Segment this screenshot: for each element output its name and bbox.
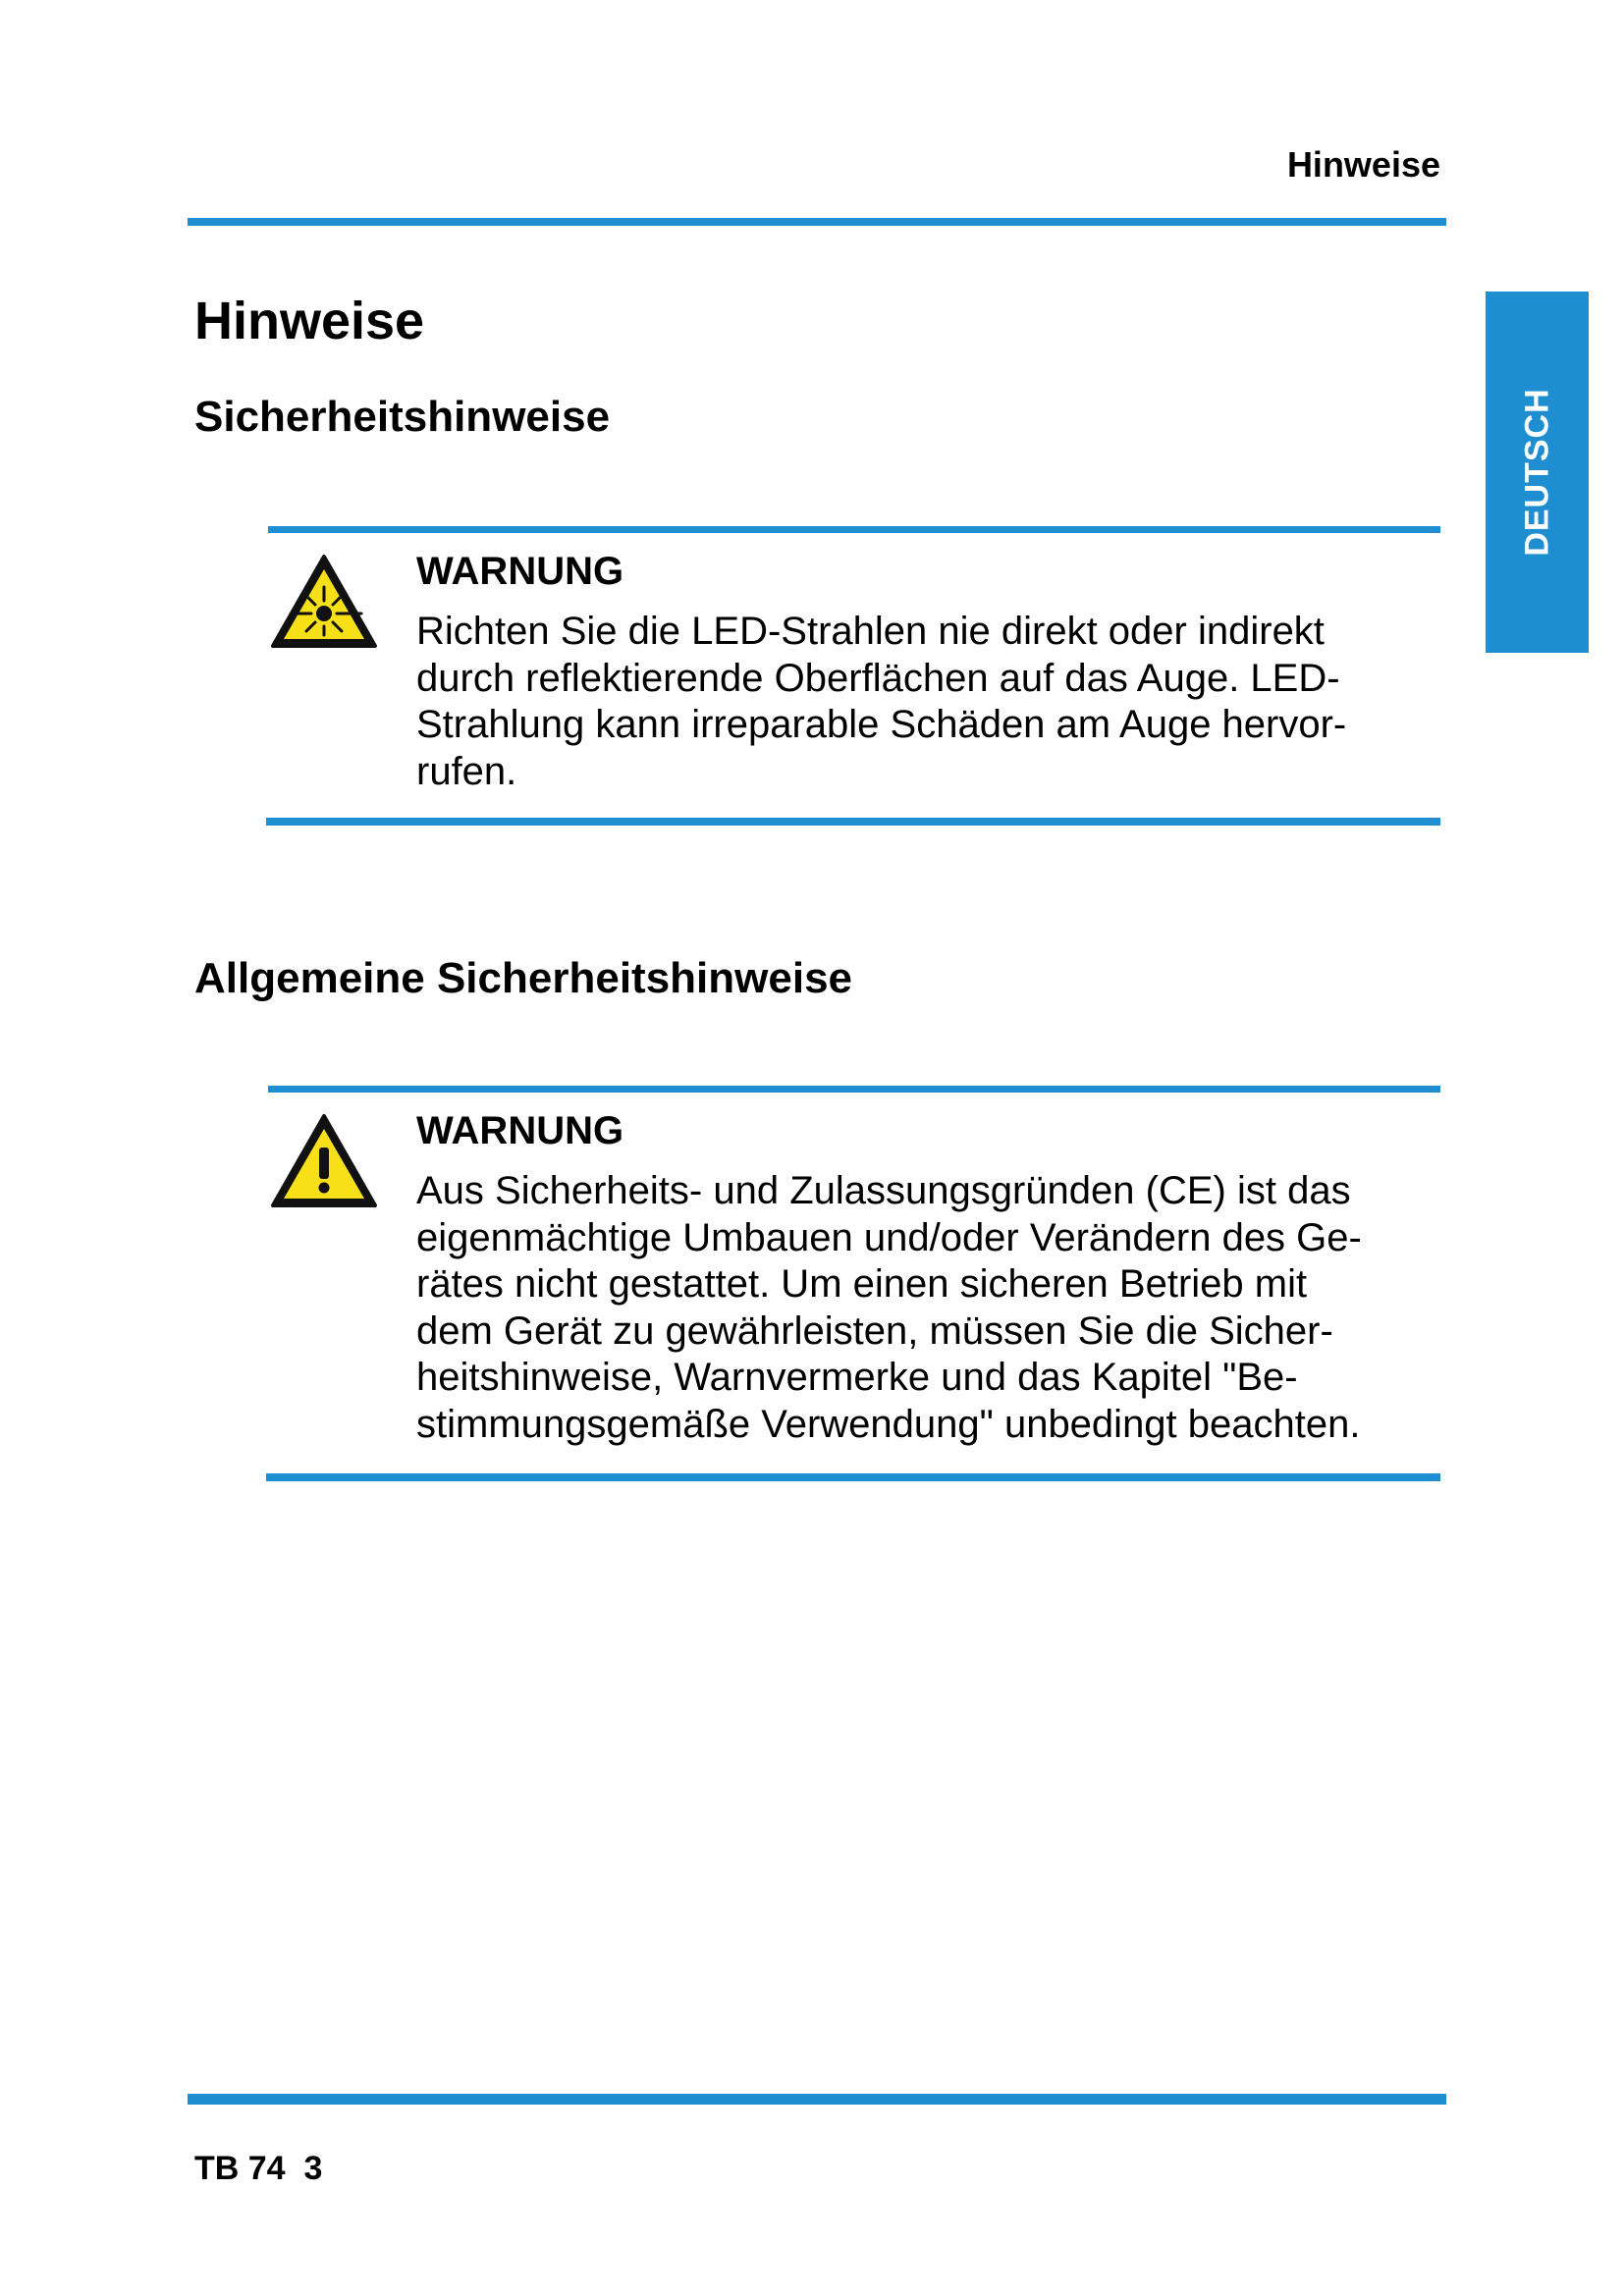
section-heading-general-safety: Allgemeine Sicherheitshinweise [194,954,853,1002]
warning-box-general [266,1086,1440,1481]
header-rule [188,218,1446,226]
warning-box-bottom-rule [266,1473,1440,1481]
running-header-title: Hinweise [1286,144,1440,185]
exclamation-warning-icon [269,1112,379,1210]
footer-rule [188,2094,1446,2105]
warning-box-led [266,526,1440,826]
language-tab [1486,292,1589,653]
section-heading-safety: Sicherheitshinweise [194,393,611,441]
language-tab-label: DEUTSCH [1518,388,1555,557]
page-footer: TB 74 3 [194,2150,323,2187]
warning-label: WARNUNG [416,1109,624,1152]
warning-box-bottom-rule [266,818,1440,826]
warning-box-top-rule [268,526,1440,533]
page-title: Hinweise [194,292,425,350]
warning-box-top-rule [268,1086,1440,1093]
warning-text: Richten Sie die LED-Strahlen nie direkt oder indirekt durch reflektierende Oberflächen auf das Auge. LED- Strahlung kann irreparable Schäden am Auge hervor- rufen. [416,610,1347,793]
warning-label: WARNUNG [416,550,624,593]
laser-warning-icon [269,553,379,651]
warning-text: Aus Sicherheits- und Zulassungsgründen (CE) ist das eigenmächtige Umbauen und/oder Verändern des Ge- rätes nicht gestattet. Um einen sicheren Betrieb mit dem Gerät zu gewährleisten, müssen Sie die Sicher- heitshinweise, Warnvermerke und das Kapitel "Be- stimmungsgemäße Verwendung" unbedingt beachten. [416,1169,1362,1446]
